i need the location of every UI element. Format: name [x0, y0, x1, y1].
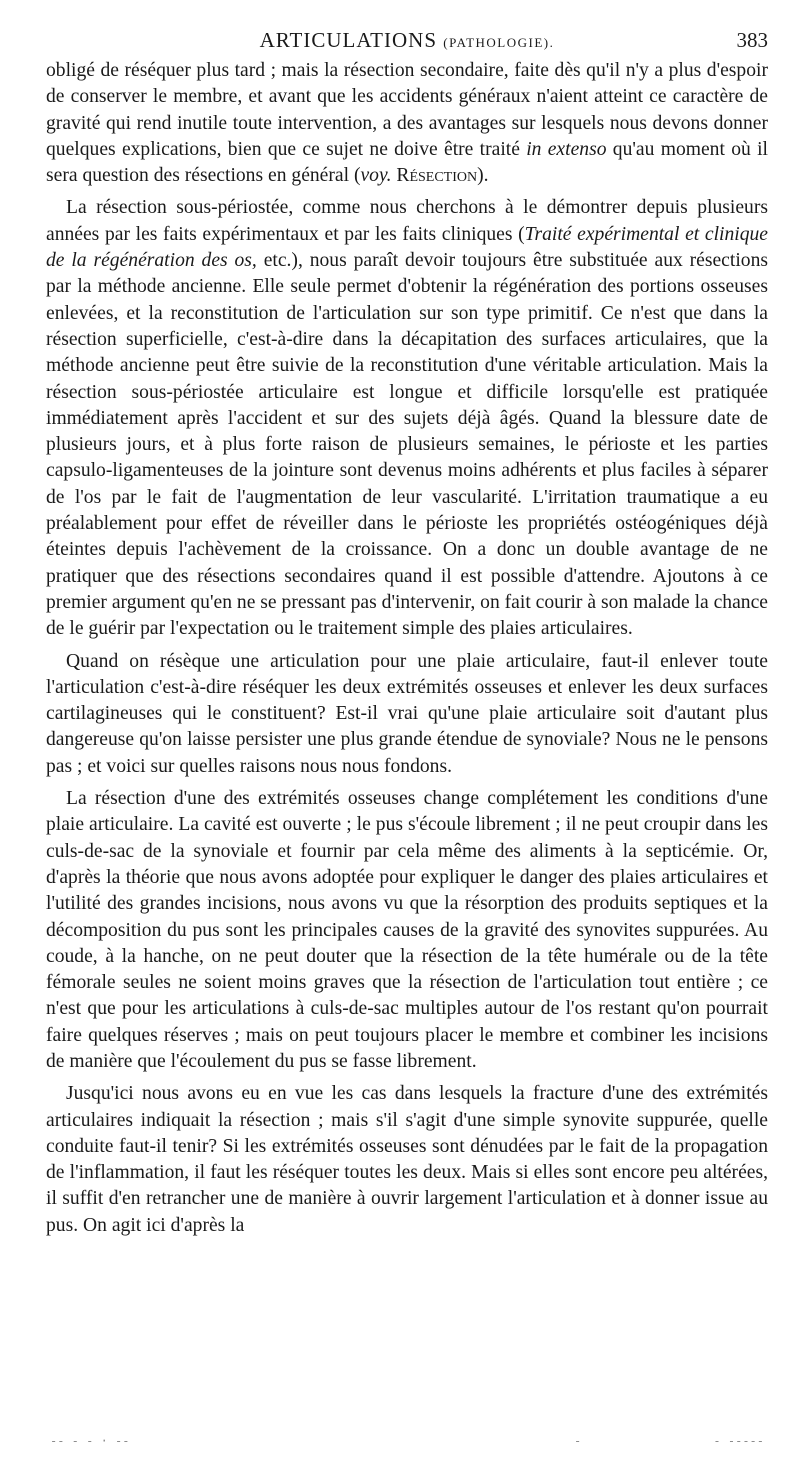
paragraph-2-text: La résection sous-périostée, comme nous cherchons à le démontrer depuis plusieurs années par les faits expérimentaux et par les faits cliniques (	[46, 197, 768, 245]
paragraph-2-italic-title: Traité expérimental et clinique de la régénération des os,	[46, 223, 768, 272]
paragraph-3: Quand on résèque une articulation pour une plaie articulaire, faut-il enlever toute l'articulation c'est-à-dire réséquer les deux extrémités osseuses et enlever les deux surfaces cartilagineuses qui le constituent? Est-il vrai qu'une plaie articulaire soit d'autant plus dangereuse qu'on laisse persister une plus grande étendue de synoviale? Nous ne le pensons pas ; et voici sur quelles raisons nous nous fondons.	[46, 650, 768, 777]
running-title-main: ARTICULATIONS	[259, 28, 438, 52]
footer-mark-right: - -----	[713, 1434, 764, 1448]
paragraph-1	[46, 58, 768, 189]
paragraph-1-italic-in-extenso: in extenso	[526, 138, 607, 160]
paragraph-1-smallcaps-resection: Résection	[396, 165, 478, 187]
page-number: 383	[736, 28, 768, 52]
paragraph-2-text-2: etc.), nous paraît devoir toujours être substituée aux résections par la méthode ancienne. Elle seule permet d'obtenir la régénération des portions osseuses enlevées, et la reconstitution de l'articulation sur son type primitif. Ce n'est que dans la résection superficielle, c'est-à-dire dans la décapitation des surfaces articulaires, que la méthode ancienne peut être suivie de la reconstitution d'une véritable articulation. Mais la résection sous-périostée articulaire est longue et difficile lorsqu'elle est pratiquée immédiatement après l'accident et sur des sujets déjà âgés. Quand la blessure date de plusieurs jours, et à plus forte raison de plusieurs semaines, le périoste et les parties capsulo-ligamenteuses de la jointure sont devenus moins adhérents et plus faciles à séparer de l'os par le fait de l'augmentation de leur vascularité. L'irritation traumatique a eu préalablement pour effet de réveiller dans le périoste les propriétés ostéogéniques déjà éteintes depuis l'achèvement de la croissance. On a donc un double avantage de ne pratiquer que des résections secondaires quand il est possible d'attendre. Ajoutons à ce premier argument qu'en ne se pressant pas d'intervenir, on fait courir à son malade la chance de le guérir par l'expectation ou le traitement simple des plaies articulaires.	[46, 250, 768, 640]
footer-mark-left: -- - - · --	[50, 1434, 130, 1448]
footer-print-marks	[46, 1434, 768, 1450]
paragraph-4: La résection d'une des extrémités osseuses change complétement les conditions d'une plaie articulaire. La cavité est ouverte ; le pus s'écoule librement ; il ne peut croupir dans les culs-de-sac de la synoviale et fournir par cela même des aliments à la septicémie. Or, d'après la théorie que nous avons adoptée pour expliquer le danger des plaies articulaires et l'utilité des grandes incisions, nous avons vu que la résorption des produits septiques et la décomposition du pus sont les principales causes de la gravité des synovites suppurées. Au coude, à la hanche, on ne peut douter que la résection de la tête humérale ou de la tête fémorale seules ne soient moins graves que la résection de l'articulation tout entière ; ce n'est que pour les articulations à culs-de-sac multiples autour de l'os restant qu'on pourrait faire quelques réserves ; mais on peut toujours placer le membre et combiner les incisions de manière que l'écoulement du pus se fasse librement.	[46, 788, 768, 1072]
running-head	[46, 24, 768, 54]
document-page	[46, 24, 768, 1464]
footer-mark-middle: -	[574, 1434, 582, 1448]
paragraph-1-italic-voy: voy.	[360, 165, 392, 187]
paragraph-1-text-2: qu'au moment où il sera question des résections en général (	[46, 138, 768, 187]
body-text	[46, 58, 768, 1239]
paragraph-2	[46, 195, 768, 642]
paragraph-1-text-3: ).	[477, 165, 489, 187]
running-title	[46, 28, 768, 53]
paragraph-5: Jusqu'ici nous avons eu en vue les cas dans lesquels la fracture d'une des extrémités articulaires indiquait la résection ; mais s'il s'agit d'une simple synovite suppurée, quelle conduite faut-il tenir? Si les extrémités osseuses sont dénudées par le fait de la propagation de l'inflammation, il faut les réséquer toutes les deux. Mais si elles sont encore peu altérées, il suffit d'en retrancher une de manière à ouvrir largement l'articulation et à donner issue au pus. On agit ici d'après la	[46, 1083, 768, 1236]
running-title-subtitle: (PATHOLOGIE).	[443, 35, 555, 50]
paragraph-1-text: obligé de réséquer plus tard ; mais la résection secondaire, faite dès qu'il n'y a plus d'espoir de conserver le membre, et avant que les accidents généraux n'aient atteint ce caractère de gravité qui rend inutile toute intervention, a des avantages sur lesquels nous devons donner quelques explications, bien que ce sujet ne doive être traité	[46, 60, 768, 160]
